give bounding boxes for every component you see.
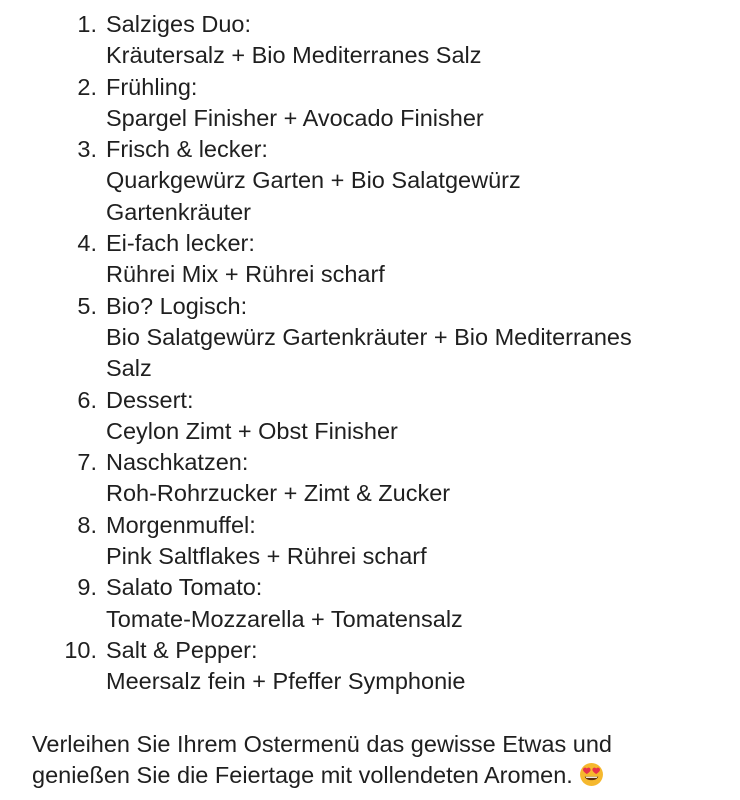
item-description: Rührei Mix + Rührei scharf <box>106 261 385 288</box>
closing-line-1: Verleihen Sie Ihrem Ostermenü das gewisse Etwas und <box>32 731 612 757</box>
list-item <box>0 572 740 635</box>
item-number: 9. <box>77 574 97 601</box>
closing-paragraph <box>32 729 732 792</box>
item-description: Bio Salatgewürz Gartenkräuter + Bio Mediterranes <box>106 323 632 350</box>
item-description: Meersalz fein + Pfeffer Symphonie <box>106 668 466 695</box>
item-description: Spargel Finisher + Avocado Finisher <box>106 104 484 131</box>
item-title: Salato Tomato: <box>106 574 263 601</box>
item-description: Pink Saltflakes + Rührei scharf <box>106 543 427 570</box>
heart-eyes-emoji-icon <box>579 762 604 787</box>
item-number: 10. <box>64 636 97 663</box>
closing-line-2 <box>32 760 732 791</box>
list-item <box>0 291 740 385</box>
item-title: Ei-fach lecker: <box>106 230 255 257</box>
combination-list <box>0 9 740 698</box>
item-title: Frühling: <box>106 73 198 100</box>
list-item <box>0 635 740 698</box>
item-description: Tomate-Mozzarella + Tomatensalz <box>106 605 463 632</box>
closing-line-2-text: genießen Sie die Feiertage mit vollendeten Aromen. <box>32 762 573 789</box>
list-item <box>0 134 740 228</box>
item-description-continued: Salz <box>106 355 152 382</box>
item-description: Quarkgewürz Garten + Bio Salatgewürz <box>106 167 521 194</box>
item-number: 2. <box>77 73 97 100</box>
item-title: Morgenmuffel: <box>106 511 256 538</box>
list-item <box>0 510 740 573</box>
list-item <box>0 72 740 135</box>
list-item <box>0 9 740 72</box>
item-number: 6. <box>77 386 97 413</box>
item-title: Naschkatzen: <box>106 449 249 476</box>
item-description: Kräutersalz + Bio Mediterranes Salz <box>106 42 482 69</box>
item-number: 7. <box>77 449 97 476</box>
list-item <box>0 385 740 448</box>
item-title: Bio? Logisch: <box>106 292 248 319</box>
item-description-continued: Gartenkräuter <box>106 198 251 225</box>
item-title: Dessert: <box>106 386 194 413</box>
item-description: Roh-Rohrzucker + Zimt & Zucker <box>106 480 451 507</box>
item-description: Ceylon Zimt + Obst Finisher <box>106 417 398 444</box>
item-title: Salziges Duo: <box>106 11 251 37</box>
item-number: 1. <box>77 11 97 37</box>
item-number: 3. <box>77 136 97 163</box>
item-title: Frisch & lecker: <box>106 136 268 163</box>
item-number: 8. <box>77 511 97 538</box>
item-title: Salt & Pepper: <box>106 636 258 663</box>
list-item <box>0 228 740 291</box>
item-number: 4. <box>77 230 97 257</box>
item-number: 5. <box>77 292 97 319</box>
list-item <box>0 447 740 510</box>
